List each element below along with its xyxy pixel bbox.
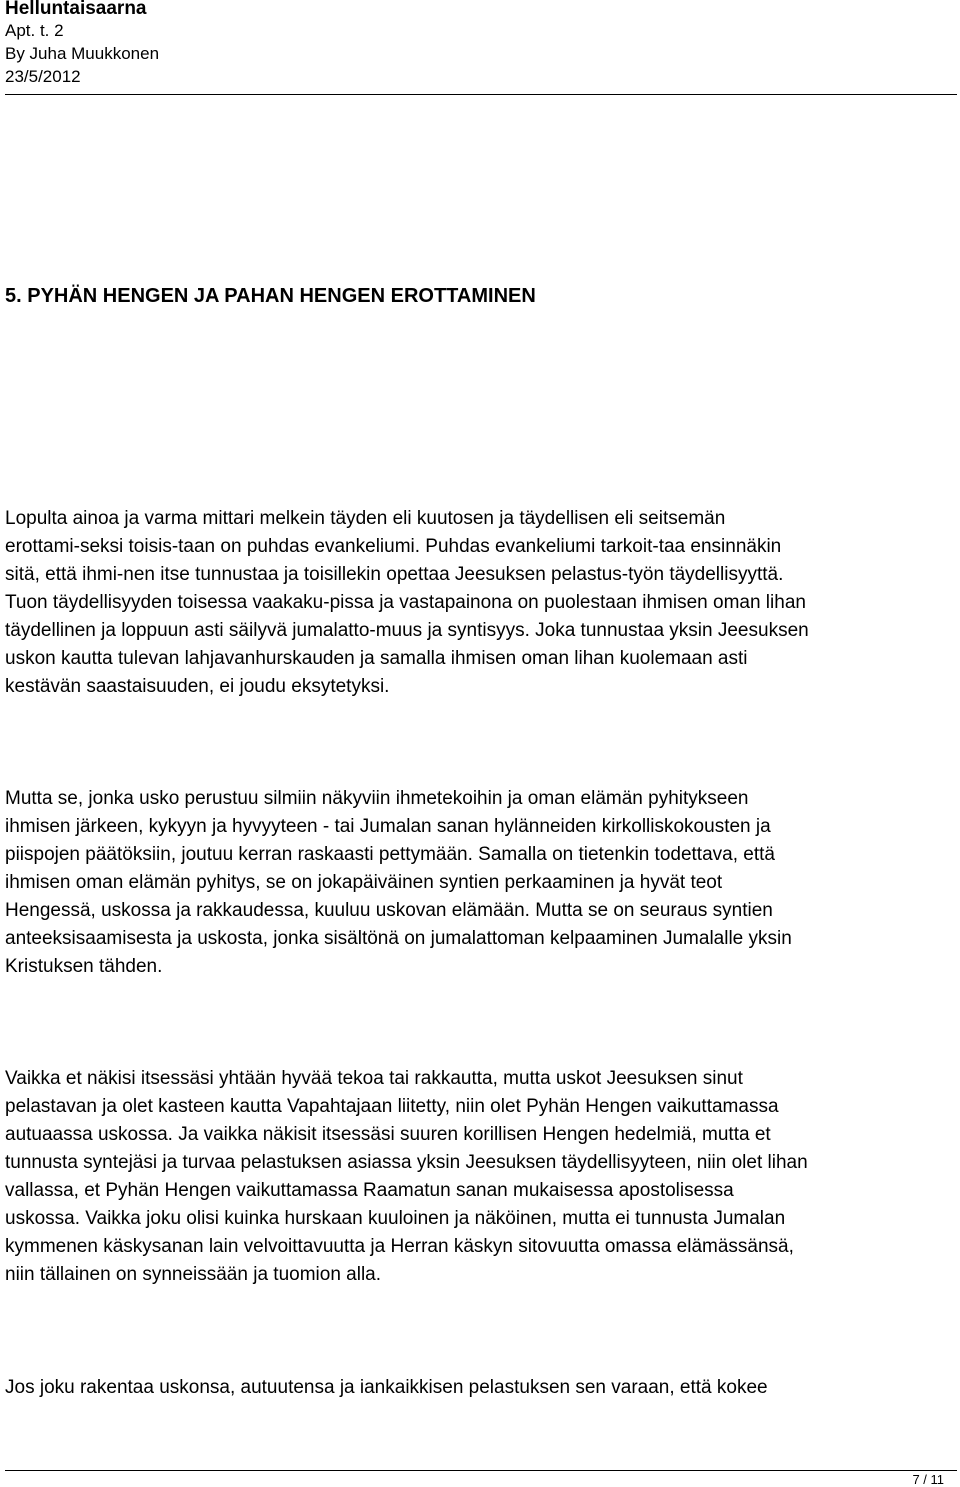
paragraph-4 — [5, 1374, 957, 1402]
footer-divider — [5, 1470, 957, 1471]
paragraph-line: anteeksisaamisesta ja uskosta, jonka sisältönä on jumalattoman kelpaaminen Jumalalle yksin — [5, 928, 792, 949]
paragraph-line: sitä, että ihmi-nen itse tunnustaa ja toisillekin opettaa Jeesuksen pelastus-työn täydellisyyttä. — [5, 564, 784, 585]
site-title: Helluntaisaarna — [5, 0, 147, 19]
paragraph-line: ihmisen järkeen, kykyyn ja hyvyyteen - tai Jumalan sanan hylänneiden kirkolliskokousten ja — [5, 816, 771, 837]
paragraph-line: niin tällainen on synneissään ja tuomion alla. — [5, 1264, 382, 1285]
paragraph-line: Kristuksen tähden. — [5, 956, 163, 977]
paragraph-line: uskossa. Vaikka joku olisi kuinka hurskaan kuuloinen ja näköinen, mutta ei tunnusta Jumalan — [5, 1208, 786, 1229]
paragraph-line: Tuon täydellisyyden toisessa vaakaku-pissa ja vastapainona on puolestaan ihmisen oman lihan — [5, 592, 806, 613]
paragraph-line: Hengessä, uskossa ja rakkaudessa, kuuluu uskovan elämään. Mutta se on seuraus syntien — [5, 900, 773, 921]
paragraph-line: piispojen päätöksiin, joutuu kerran raskaasti pettymään. Samalla on tietenkin todettava, että — [5, 844, 775, 865]
paragraph-line: Jos joku rakentaa uskonsa, autuutensa ja iankaikkisen pelastuksen sen varaan, että kokee — [5, 1377, 768, 1398]
paragraph-line: autuaassa uskossa. Ja vaikka näkisit itsessäsi suuren korillisen Hengen hedelmiä, mutta et — [5, 1124, 771, 1145]
paragraph-line: vallassa, et Pyhän Hengen vaikuttamassa Raamatun sanan mukaisessa apostolisessa — [5, 1180, 734, 1201]
page-number: 7 / 11 — [912, 1472, 944, 1487]
paragraph-1 — [5, 505, 957, 701]
paragraph-line: ihmisen oman elämän pyhitys, se on jokapäiväinen syntien perkaaminen ja hyvät teot — [5, 872, 723, 893]
paragraph-line: uskon kautta tulevan lahjavanhurskauden ja samalla ihmisen oman lihan kuolemaan asti — [5, 648, 748, 669]
document-subtitle: Apt. t. 2 — [5, 21, 64, 40]
header-divider — [5, 94, 957, 95]
paragraph-line: tunnusta syntejäsi ja turvaa pelastuksen asiassa yksin Jeesuksen täydellisyyteen, niin olet lihan — [5, 1152, 808, 1173]
paragraph-line: Mutta se, jonka usko perustuu silmiin näkyviin ihmetekoihin ja oman elämän pyhitykseen — [5, 788, 749, 809]
author-line: By Juha Muukkonen — [5, 44, 160, 63]
publish-date: 23/5/2012 — [5, 67, 81, 86]
paragraph-line: täydellinen ja loppuun asti säilyvä jumalatto-muus ja syntisyys. Joka tunnustaa yksin Jeesuksen — [5, 620, 809, 641]
document-header — [5, 0, 955, 88]
paragraph-line: kestävän saastaisuuden, ei joudu eksytetyksi. — [5, 676, 390, 697]
paragraph-line: erottami-seksi toisis-taan on puhdas evankeliumi. Puhdas evankeliumi tarkoit-taa ensinnäkin — [5, 536, 782, 557]
section-heading: 5. PYHÄN HENGEN JA PAHAN HENGEN EROTTAMINEN — [5, 285, 536, 307]
paragraph-line: Lopulta ainoa ja varma mittari melkein täyden eli kuutosen ja täydellisen eli seitsemän — [5, 508, 726, 529]
paragraph-line: pelastavan ja olet kasteen kautta Vapahtajaan liitetty, niin olet Pyhän Hengen vaikuttamassa — [5, 1096, 779, 1117]
paragraph-line: Vaikka et näkisi itsessäsi yhtään hyvää tekoa tai rakkautta, mutta uskot Jeesuksen sinut — [5, 1068, 743, 1089]
paragraph-2 — [5, 785, 957, 981]
paragraph-3 — [5, 1065, 957, 1289]
paragraph-line: kymmenen käskysanan lain velvoittavuutta ja Herran käskyn sitovuutta omassa elämässänsä, — [5, 1236, 794, 1257]
